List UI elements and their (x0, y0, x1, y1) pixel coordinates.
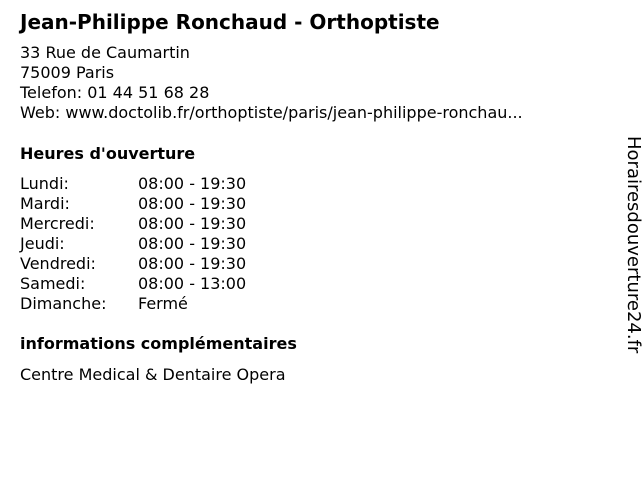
day-label: Dimanche: (20, 294, 107, 313)
day-label: Vendredi: (20, 254, 96, 273)
time-value: 08:00 - 19:30 (138, 214, 247, 233)
website-line[interactable]: Web: www.doctolib.fr/orthoptiste/paris/jean-philippe-ronchau... (20, 103, 523, 122)
time-value: 08:00 - 19:30 (138, 174, 247, 193)
address-line-city: 75009 Paris (20, 63, 115, 82)
additional-info-heading: informations complémentaires (20, 334, 297, 353)
hours-row-saturday (20, 274, 246, 294)
hours-row-wednesday (20, 214, 246, 234)
hours-row-monday (20, 174, 246, 194)
time-value: 08:00 - 19:30 (138, 234, 247, 253)
hours-row-thursday (20, 234, 246, 254)
additional-info-text: Centre Medical & Dentaire Opera (20, 365, 286, 384)
day-label: Lundi: (20, 174, 69, 193)
phone-line: Telefon: 01 44 51 68 28 (20, 83, 210, 102)
time-value: 08:00 - 19:30 (138, 194, 247, 213)
hours-row-sunday (20, 294, 246, 314)
time-value: Fermé (138, 294, 188, 313)
opening-hours-table (20, 174, 246, 314)
opening-hours-heading: Heures d'ouverture (20, 144, 196, 163)
time-value: 08:00 - 13:00 (138, 274, 247, 293)
contact-info (20, 43, 523, 123)
day-label: Samedi: (20, 274, 86, 293)
address-line-street: 33 Rue de Caumartin (20, 43, 190, 62)
day-label: Mardi: (20, 194, 70, 213)
site-watermark: Horairesdouverture24.fr (623, 136, 644, 354)
hours-row-tuesday (20, 194, 246, 214)
business-title: Jean-Philippe Ronchaud - Orthoptiste (20, 10, 440, 34)
hours-row-friday (20, 254, 246, 274)
day-label: Jeudi: (20, 234, 65, 253)
day-label: Mercredi: (20, 214, 95, 233)
time-value: 08:00 - 19:30 (138, 254, 247, 273)
